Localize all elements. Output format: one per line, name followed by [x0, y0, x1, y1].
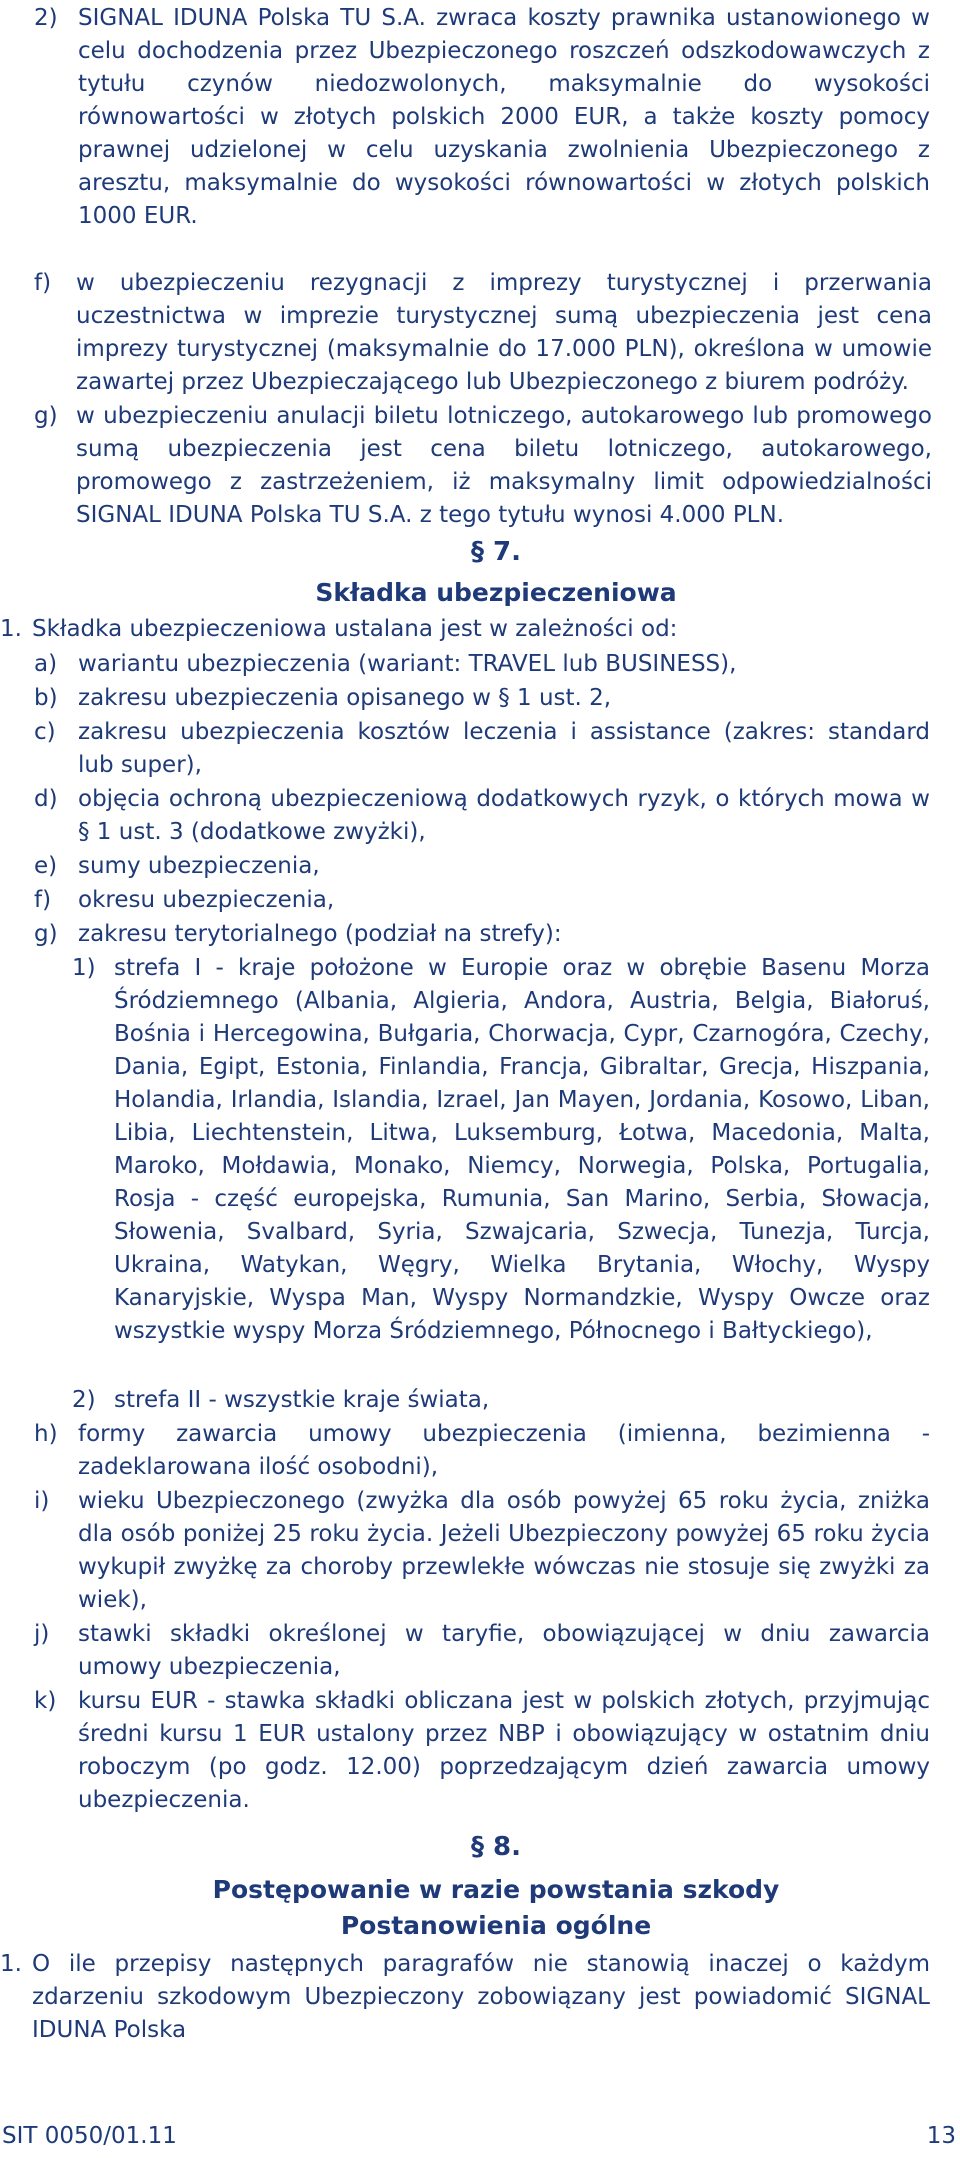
item-label: 1. — [0, 616, 22, 642]
item-text: zakresu ubezpieczenia opisanego w § 1 ust. 2, — [78, 685, 612, 711]
item-label: 2) — [72, 1387, 96, 1413]
section-7-header — [0, 531, 960, 613]
item-label: f) — [34, 887, 52, 913]
item-text: wariantu ubezpieczenia (wariant: TRAVEL lub BUSINESS), — [78, 651, 737, 677]
item-label: j) — [34, 1621, 50, 1647]
item-text: kursu EUR - stawka składki obliczana jest w polskich złotych, przyjmując średni kursu 1 EUR ustalony przez NBP i obowiązujący w ostatnim dniu roboczym (po godz. 12.00) poprzedzającym dzień zawarcia umowy ubezpieczenia. — [78, 1688, 930, 1813]
list-item-j — [0, 1618, 960, 1685]
list-item-g — [0, 400, 960, 533]
paragraph-8-1 — [0, 1948, 960, 2043]
item-text: strefa II - wszystkie kraje świata, — [114, 1387, 490, 1413]
item-text: objęcia ochroną ubezpieczeniową dodatkowych ryzyk, o których mowa w § 1 ust. 3 (dodatkowe zwyżki), — [78, 786, 930, 845]
section-8-header — [0, 1822, 960, 1944]
item-label: 1. — [0, 1951, 22, 1977]
zone-2-item — [0, 1384, 960, 1418]
item-label: d) — [34, 786, 58, 812]
list-item-f — [0, 267, 960, 400]
list-item-e — [0, 850, 960, 884]
item-label: 2) — [34, 5, 58, 31]
item-label: c) — [34, 719, 56, 745]
list-item-k — [0, 1685, 960, 1818]
item-text: zakresu ubezpieczenia kosztów leczenia i assistance (zakres: standard lub super), — [78, 719, 930, 778]
section-title: Składka ubezpieczeniowa — [315, 578, 677, 607]
item-label: e) — [34, 853, 58, 879]
item-text: zakresu terytorialnego (podział na strefy): — [78, 921, 562, 947]
item-text: wieku Ubezpieczonego (zwyżka dla osób powyżej 65 roku życia, zniżka dla osób poniżej 25 roku życia. Jeżeli Ubezpieczony powyżej 65 roku życia wykupił zwyżkę za choroby przewlekłe wówczas nie stosuje się zwyżki za wiek), — [78, 1488, 930, 1613]
section-subtitle: Postanowienia ogólne — [340, 1911, 652, 1940]
item-text: w ubezpieczeniu rezygnacji z imprezy turystycznej i przerwania uczestnictwa w imprezie turystycznej sumą ubezpieczenia jest cena imprezy turystycznej (maksymalnie do 17.000 PLN), określona w umowie zawartej przez Ubezpieczającego lub Ubezpieczonego z biurem podróży. — [76, 270, 932, 395]
list-item-c — [0, 716, 960, 783]
item-label: g) — [34, 403, 58, 429]
item-label: i) — [34, 1488, 50, 1514]
item-label: g) — [34, 921, 58, 947]
section-number: § 7. — [470, 537, 522, 567]
item-label: k) — [34, 1688, 57, 1714]
paragraph-1 — [0, 613, 960, 648]
page-number: 13 — [926, 2123, 956, 2149]
list-item-g2 — [0, 918, 960, 952]
item-text: strefa I - kraje położone w Europie oraz w obrębie Basenu Morza Śródziemnego (Albania, Algieria, Andora, Austria, Belgia, Białoruś, Bośnia i Hercegowina, Bułgaria, Chorwacja, Cypr, Czarnogóra, Czechy, Dania, Egipt, Estonia, Finlandia, Francja, Gibraltar, Grecja, Hiszpania, Holandia, Irlandia, Islandia, Izrael, Jan Mayen, Jordania, Kosowo, Liban, Libia, Liechtenstein, Litwa, Luksemburg, Łotwa, Macedonia, Malta, Maroko, Mołdawia, Monako, Niemcy, Norwegia, Polska, Portugalia, Rosja - część europejska, Rumunia, San Marino, Serbia, Słowacja, Słowenia, Svalbard, Syria, Szwajcaria, Szwecja, Tunezja, Turcja, Ukraina, Watykan, Węgry, Wielka Brytania, Włochy, Wyspy Kanaryjskie, Wyspa Man, Wyspy Normandzkie, Wyspy Owcze oraz wszystkie wyspy Morza Śródziemnego, Północnego i Bałtyckiego), — [114, 955, 930, 1344]
list-item-2 — [0, 2, 960, 267]
item-label: a) — [34, 651, 58, 677]
document-code: SIT 0050/01.11 — [2, 2123, 177, 2149]
item-text: Składka ubezpieczeniowa ustalana jest w zależności od: — [32, 616, 678, 642]
list-item-i — [0, 1485, 960, 1618]
item-text: formy zawarcia umowy ubezpieczenia (imienna, bezimienna - zadeklarowana ilość osobodni), — [78, 1421, 930, 1480]
item-label: b) — [34, 685, 58, 711]
item-text: w ubezpieczeniu anulacji biletu lotniczego, autokarowego lub promowego sumą ubezpieczenia jest cena biletu lotniczego, autokarowego, promowego z zastrzeżeniem, iż maksymalny limit odpowiedzialności SIGNAL IDUNA Polska TU S.A. z tego tytułu wynosi 4.000 PLN. — [76, 403, 932, 528]
page-content — [0, 2, 960, 2043]
item-label: 1) — [72, 955, 96, 981]
item-text: O ile przepisy następnych paragrafów nie stanowią inaczej o każdym zdarzeniu szkodowym Ubezpieczony zobowiązany jest powiadomić SIGNAL IDUNA Polska — [32, 1951, 930, 2043]
section-title: Postępowanie w razie powstania szkody — [212, 1875, 780, 1904]
section-number: § 8. — [470, 1832, 522, 1862]
list-item-b — [0, 682, 960, 716]
list-item-d — [0, 783, 960, 850]
list-item-a — [0, 648, 960, 682]
list-item-f2 — [0, 884, 960, 918]
zone-1-item — [0, 952, 960, 1384]
item-label: f) — [34, 270, 52, 296]
item-label: h) — [34, 1421, 58, 1447]
item-text: okresu ubezpieczenia, — [78, 887, 335, 913]
item-text: SIGNAL IDUNA Polska TU S.A. zwraca koszty prawnika ustanowionego w celu dochodzenia przez Ubezpieczonego roszczeń odszkodowawczych z tytułu czynów niedozwolonych, maksymalnie do wysokości równowartości w złotych polskich 2000 EUR, a także koszty pomocy prawnej udzielonej w celu uzyskania zwolnienia Ubezpieczonego z aresztu, maksymalnie do wysokości równowartości w złotych polskich 1000 EUR. — [78, 5, 930, 229]
list-item-h — [0, 1418, 960, 1485]
item-text: sumy ubezpieczenia, — [78, 853, 320, 879]
item-text: stawki składki określonej w taryfie, obowiązującej w dniu zawarcia umowy ubezpieczenia, — [78, 1621, 930, 1680]
